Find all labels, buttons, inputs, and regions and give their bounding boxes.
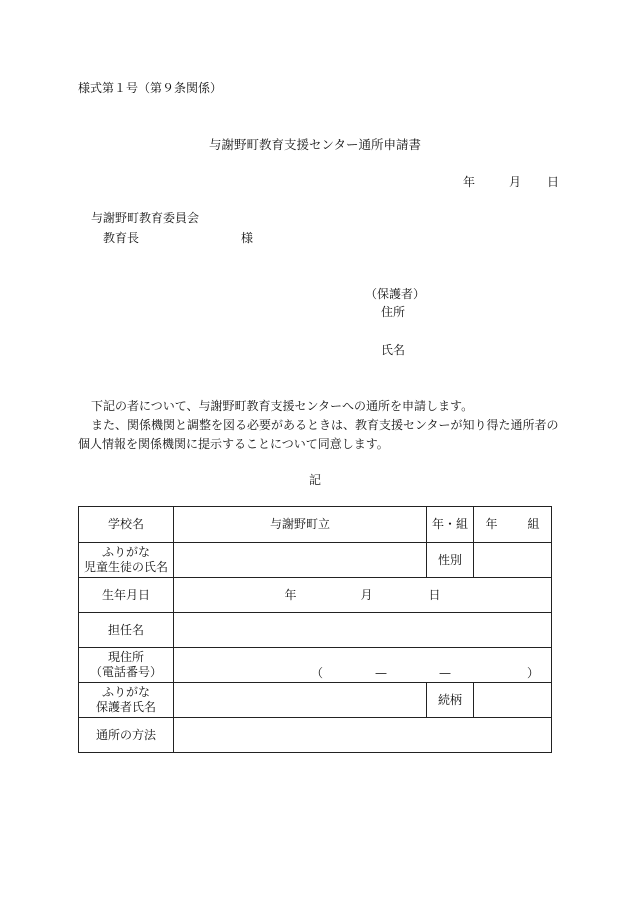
- table-row: [79, 683, 552, 718]
- student-furigana-label: ふりがな: [101, 545, 150, 559]
- table-row: [79, 543, 552, 578]
- ki-heading: 記: [308, 473, 321, 487]
- date-month: 月: [509, 175, 522, 189]
- body-line-1: 下記の者について、与謝野町教育支援センターへの通所を申請します。: [91, 399, 474, 413]
- guardian-name-label: [79, 683, 174, 718]
- applicant-name-label: 氏名: [381, 343, 406, 357]
- document-title: 与謝野町教育支援センター通所申請書: [208, 137, 421, 152]
- birth-label: 生年月日: [79, 578, 174, 613]
- method-field[interactable]: [174, 718, 552, 753]
- table-row: [79, 613, 552, 648]
- grade-label: 年・組: [427, 507, 474, 543]
- date-year: 年: [463, 175, 476, 189]
- date-day: 日: [547, 175, 560, 189]
- guardian-furigana-label: ふりがな: [101, 685, 150, 699]
- addressee-honorific: 様: [241, 231, 254, 245]
- school-value[interactable]: 与謝野町立: [174, 507, 427, 543]
- table-row: [79, 648, 552, 683]
- phone-dash-2: —: [438, 666, 451, 680]
- phone-dash-1: —: [374, 666, 387, 680]
- birth-month: 月: [360, 587, 373, 602]
- guardian-name-field[interactable]: [174, 683, 427, 718]
- application-table: [78, 506, 552, 753]
- grade-class: 組: [527, 517, 540, 531]
- birth-year: 年: [284, 587, 297, 602]
- student-name-text: 児童生徒の氏名: [83, 560, 168, 574]
- date-line: [463, 174, 559, 190]
- phone-number-line: [174, 648, 551, 681]
- addressee-org: 与謝野町教育委員会: [91, 211, 200, 225]
- applicant-role: （保護者）: [365, 287, 426, 301]
- phone-label: （電話番号）: [89, 665, 162, 679]
- current-address-text: 現住所: [107, 650, 144, 664]
- student-name-label: [79, 543, 174, 578]
- teacher-label: 担任名: [79, 613, 174, 648]
- gender-field[interactable]: [474, 543, 552, 578]
- current-address-field[interactable]: [174, 648, 552, 683]
- grade-value[interactable]: [474, 507, 552, 543]
- method-label: 通所の方法: [79, 718, 174, 753]
- phone-close-paren: ）: [526, 666, 539, 680]
- teacher-field[interactable]: [174, 613, 552, 648]
- table-row: [79, 718, 552, 753]
- school-label: 学校名: [79, 507, 174, 543]
- birth-day: 日: [428, 587, 441, 602]
- phone-open-paren: （: [310, 666, 323, 680]
- student-name-field[interactable]: [174, 543, 427, 578]
- applicant-address-label: 住所: [381, 305, 406, 319]
- birth-field[interactable]: [174, 578, 552, 613]
- relation-field[interactable]: [474, 683, 552, 718]
- body-line-3: 個人情報を関係機関に提示することについて同意します。: [78, 437, 389, 451]
- grade-year: 年: [485, 517, 498, 531]
- addressee-position: 教育長: [103, 231, 140, 245]
- gender-label: 性別: [427, 543, 474, 578]
- relation-label: 続柄: [427, 683, 474, 718]
- body-line-2: また、関係機関と調整を図る必要があるときは、教育支援センターが知り得た通所者の: [91, 418, 559, 432]
- table-row: [79, 507, 552, 543]
- form-reference: 様式第１号（第９条関係）: [78, 81, 223, 95]
- current-address-label: [79, 648, 174, 683]
- guardian-name-text: 保護者氏名: [95, 700, 156, 714]
- table-row: [79, 578, 552, 613]
